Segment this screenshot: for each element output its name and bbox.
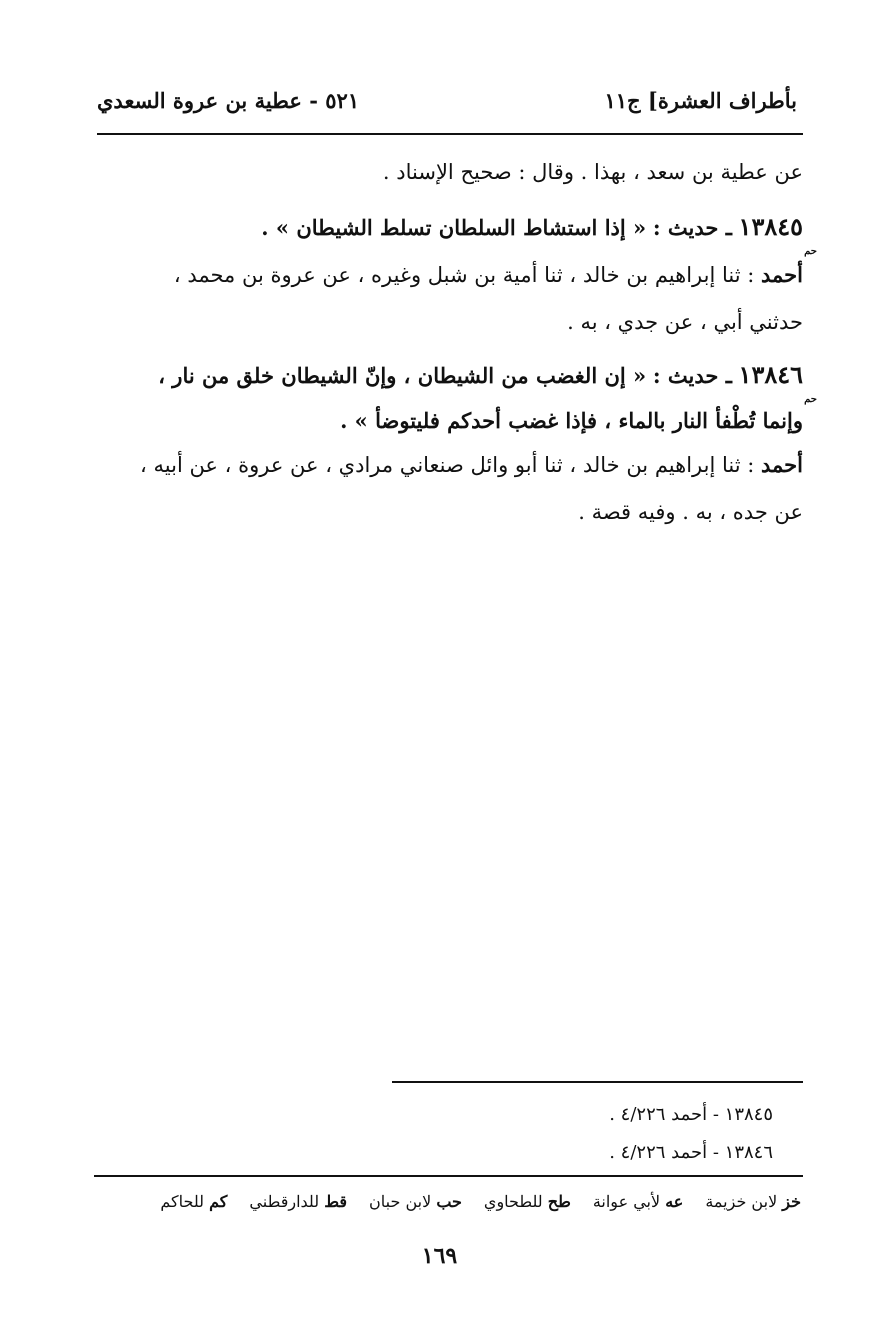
hadith-13846-text: « إن الغضب من الشيطان ، وإنّ الشيطان خلق من نار ، xyxy=(158,363,647,388)
chain-13845-line-1 xyxy=(174,262,803,287)
hadith-13845-heading xyxy=(261,212,803,241)
chain-13845-text: : ثنا إبراهيم بن خالد ، ثنا أمية بن شبل وغيره ، عن عروة بن محمد ، xyxy=(173,263,755,287)
legend-item: طح للطحاوي xyxy=(483,1192,571,1211)
header-rule xyxy=(97,133,803,135)
chain-13846-line-2: عن جده ، به . وفيه قصة . xyxy=(578,500,803,524)
legend-rule xyxy=(94,1175,803,1177)
chain-13845-source: أحمد xyxy=(761,262,803,287)
page-number: ١٦٩ xyxy=(421,1243,458,1269)
hadith-13846-source-mark: حم xyxy=(804,394,817,405)
chain-13846-text: : ثنا إبراهيم بن خالد ، ثنا أبو وائل صنعاني مرادي ، عن عروة ، عن أبيه ، xyxy=(140,453,755,477)
text-line-1: عن عطية بن سعد ، بهذا . وقال : صحيح الإسناد . xyxy=(382,160,803,184)
legend-item: خز لابن خزيمة xyxy=(705,1192,801,1211)
hadith-13845-label: ـ حديث : xyxy=(652,215,732,240)
hadith-13846-continuation: وإنما تُطْفأ النار بالماء ، فإذا غضب أحدكم فليتوضأ » . xyxy=(340,408,803,433)
hadith-13846-heading xyxy=(158,360,803,389)
running-header-right: بأطراف العشرة] ج١١ xyxy=(604,88,797,113)
hadith-13846-label: ـ حديث : xyxy=(652,363,732,388)
footnote-13846: ١٣٨٤٦ - أحمد ٤/٢٢٦ . xyxy=(609,1142,773,1163)
hadith-13845-source-mark: حم xyxy=(804,246,817,257)
chain-13846-source: أحمد xyxy=(761,452,803,477)
legend-item: حب لابن حبان xyxy=(369,1192,462,1211)
hadith-13845-number: ١٣٨٤٥ xyxy=(738,212,803,241)
running-header-left: ٥٢١ - عطية بن عروة السعدي xyxy=(97,88,360,113)
legend-item: كم للحاكم xyxy=(160,1192,228,1211)
footnote-13845: ١٣٨٤٥ - أحمد ٤/٢٢٦ . xyxy=(609,1104,773,1125)
hadith-13846-number: ١٣٨٤٦ xyxy=(738,360,803,389)
legend-item: عه لأبي عوانة xyxy=(592,1192,684,1211)
chain-13846-line-1 xyxy=(140,452,803,477)
chain-13845-line-2: حدثني أبي ، عن جدي ، به . xyxy=(567,310,803,334)
footnote-rule xyxy=(392,1081,803,1083)
legend-item: قط للدارقطني xyxy=(249,1192,348,1211)
hadith-13845-text: « إذا استشاط السلطان تسلط الشيطان » . xyxy=(261,215,647,240)
abbreviation-legend xyxy=(160,1192,801,1211)
